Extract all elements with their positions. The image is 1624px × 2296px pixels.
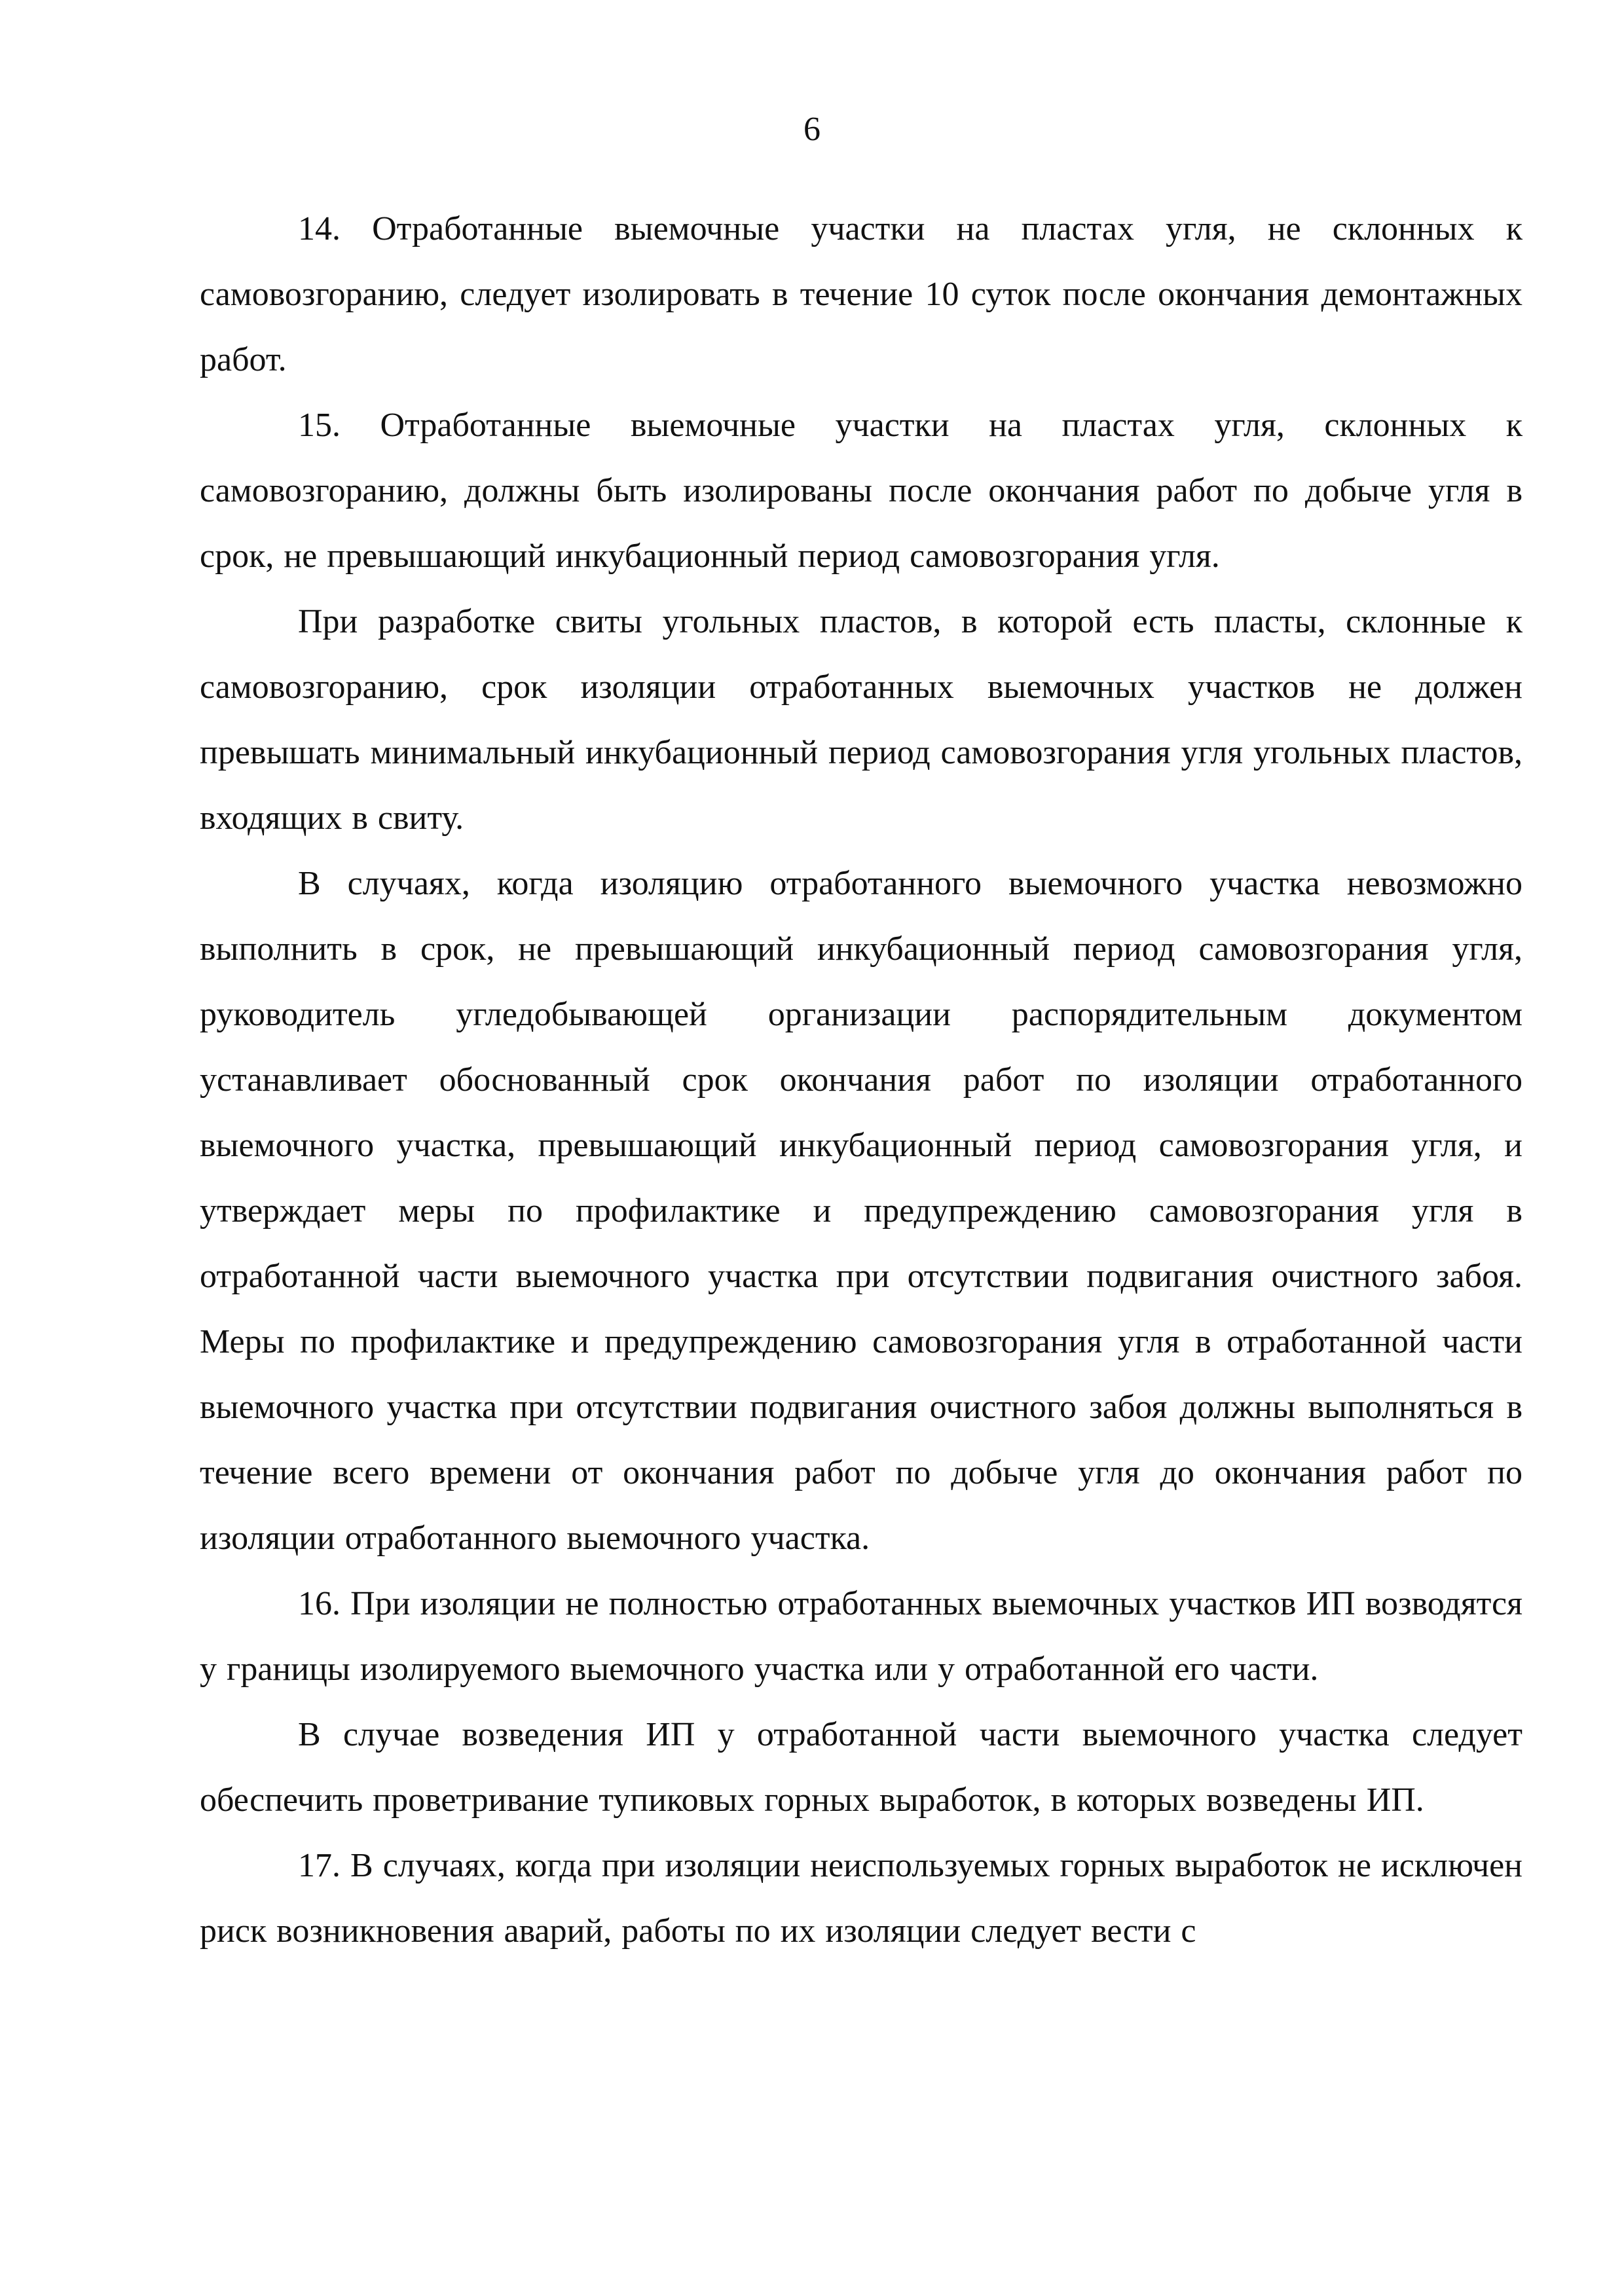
- paragraph-16-ventilation: В случае возведения ИП у отработанной части выемочного участка следует обеспечить проветривание тупиковых горных выработок, в которых возведены ИП.: [200, 1716, 1522, 1819]
- paragraph-15-extended-term: В случаях, когда изоляцию отработанного выемочного участка невозможно выполнить в срок, не превышающий инкубационный период самовозгорания угля, руководитель угледобывающей организации распорядительным документом устанавливает обоснованный срок окончания работ по изоляции отработанного выемочного участка, превышающий инкубационный период самовозгорания угля, и утверждает меры по профилактике и предупреждению самовозгорания угля в отработанной части выемочного участка при отсутствии подвигания очистного забоя. Меры по профилактике и предупреждению самовозгорания угля в отработанной части выемочного участка при отсутствии подвигания очистного забоя должны выполняться в течение всего времени от окончания работ по добыче угля до окончания работ по изоляции отработанного выемочного участка.: [200, 865, 1522, 1557]
- paragraph-15: 15. Отработанные выемочные участки на пластах угля, склонных к самовозгоранию, должны быть изолированы после окончания работ по добыче угля в срок, не превышающий инкубационный период самовозгорания угля.: [200, 407, 1522, 575]
- paragraph-17: 17. В случаях, когда при изоляции неиспользуемых горных выработок не исключен риск возникновения аварий, работы по их изоляции следует вести с: [200, 1847, 1522, 1950]
- page-number: 6: [803, 111, 821, 148]
- paragraph-15-seam-suite: При разработке свиты угольных пластов, в которой есть пласты, склонные к самовозгоранию, срок изоляции отработанных выемочных участков не должен превышать минимальный инкубационный период самовозгорания угля угольных пластов, входящих в свиту.: [200, 603, 1522, 837]
- document-body: [200, 196, 1522, 1964]
- paragraph-14: 14. Отработанные выемочные участки на пластах угля, не склонных к самовозгоранию, следует изолировать в течение 10 суток после окончания демонтажных работ.: [200, 210, 1522, 378]
- paragraph-16: 16. При изоляции не полностью отработанных выемочных участков ИП возводятся у границы изолируемого выемочного участка или у отработанной его части.: [200, 1585, 1522, 1688]
